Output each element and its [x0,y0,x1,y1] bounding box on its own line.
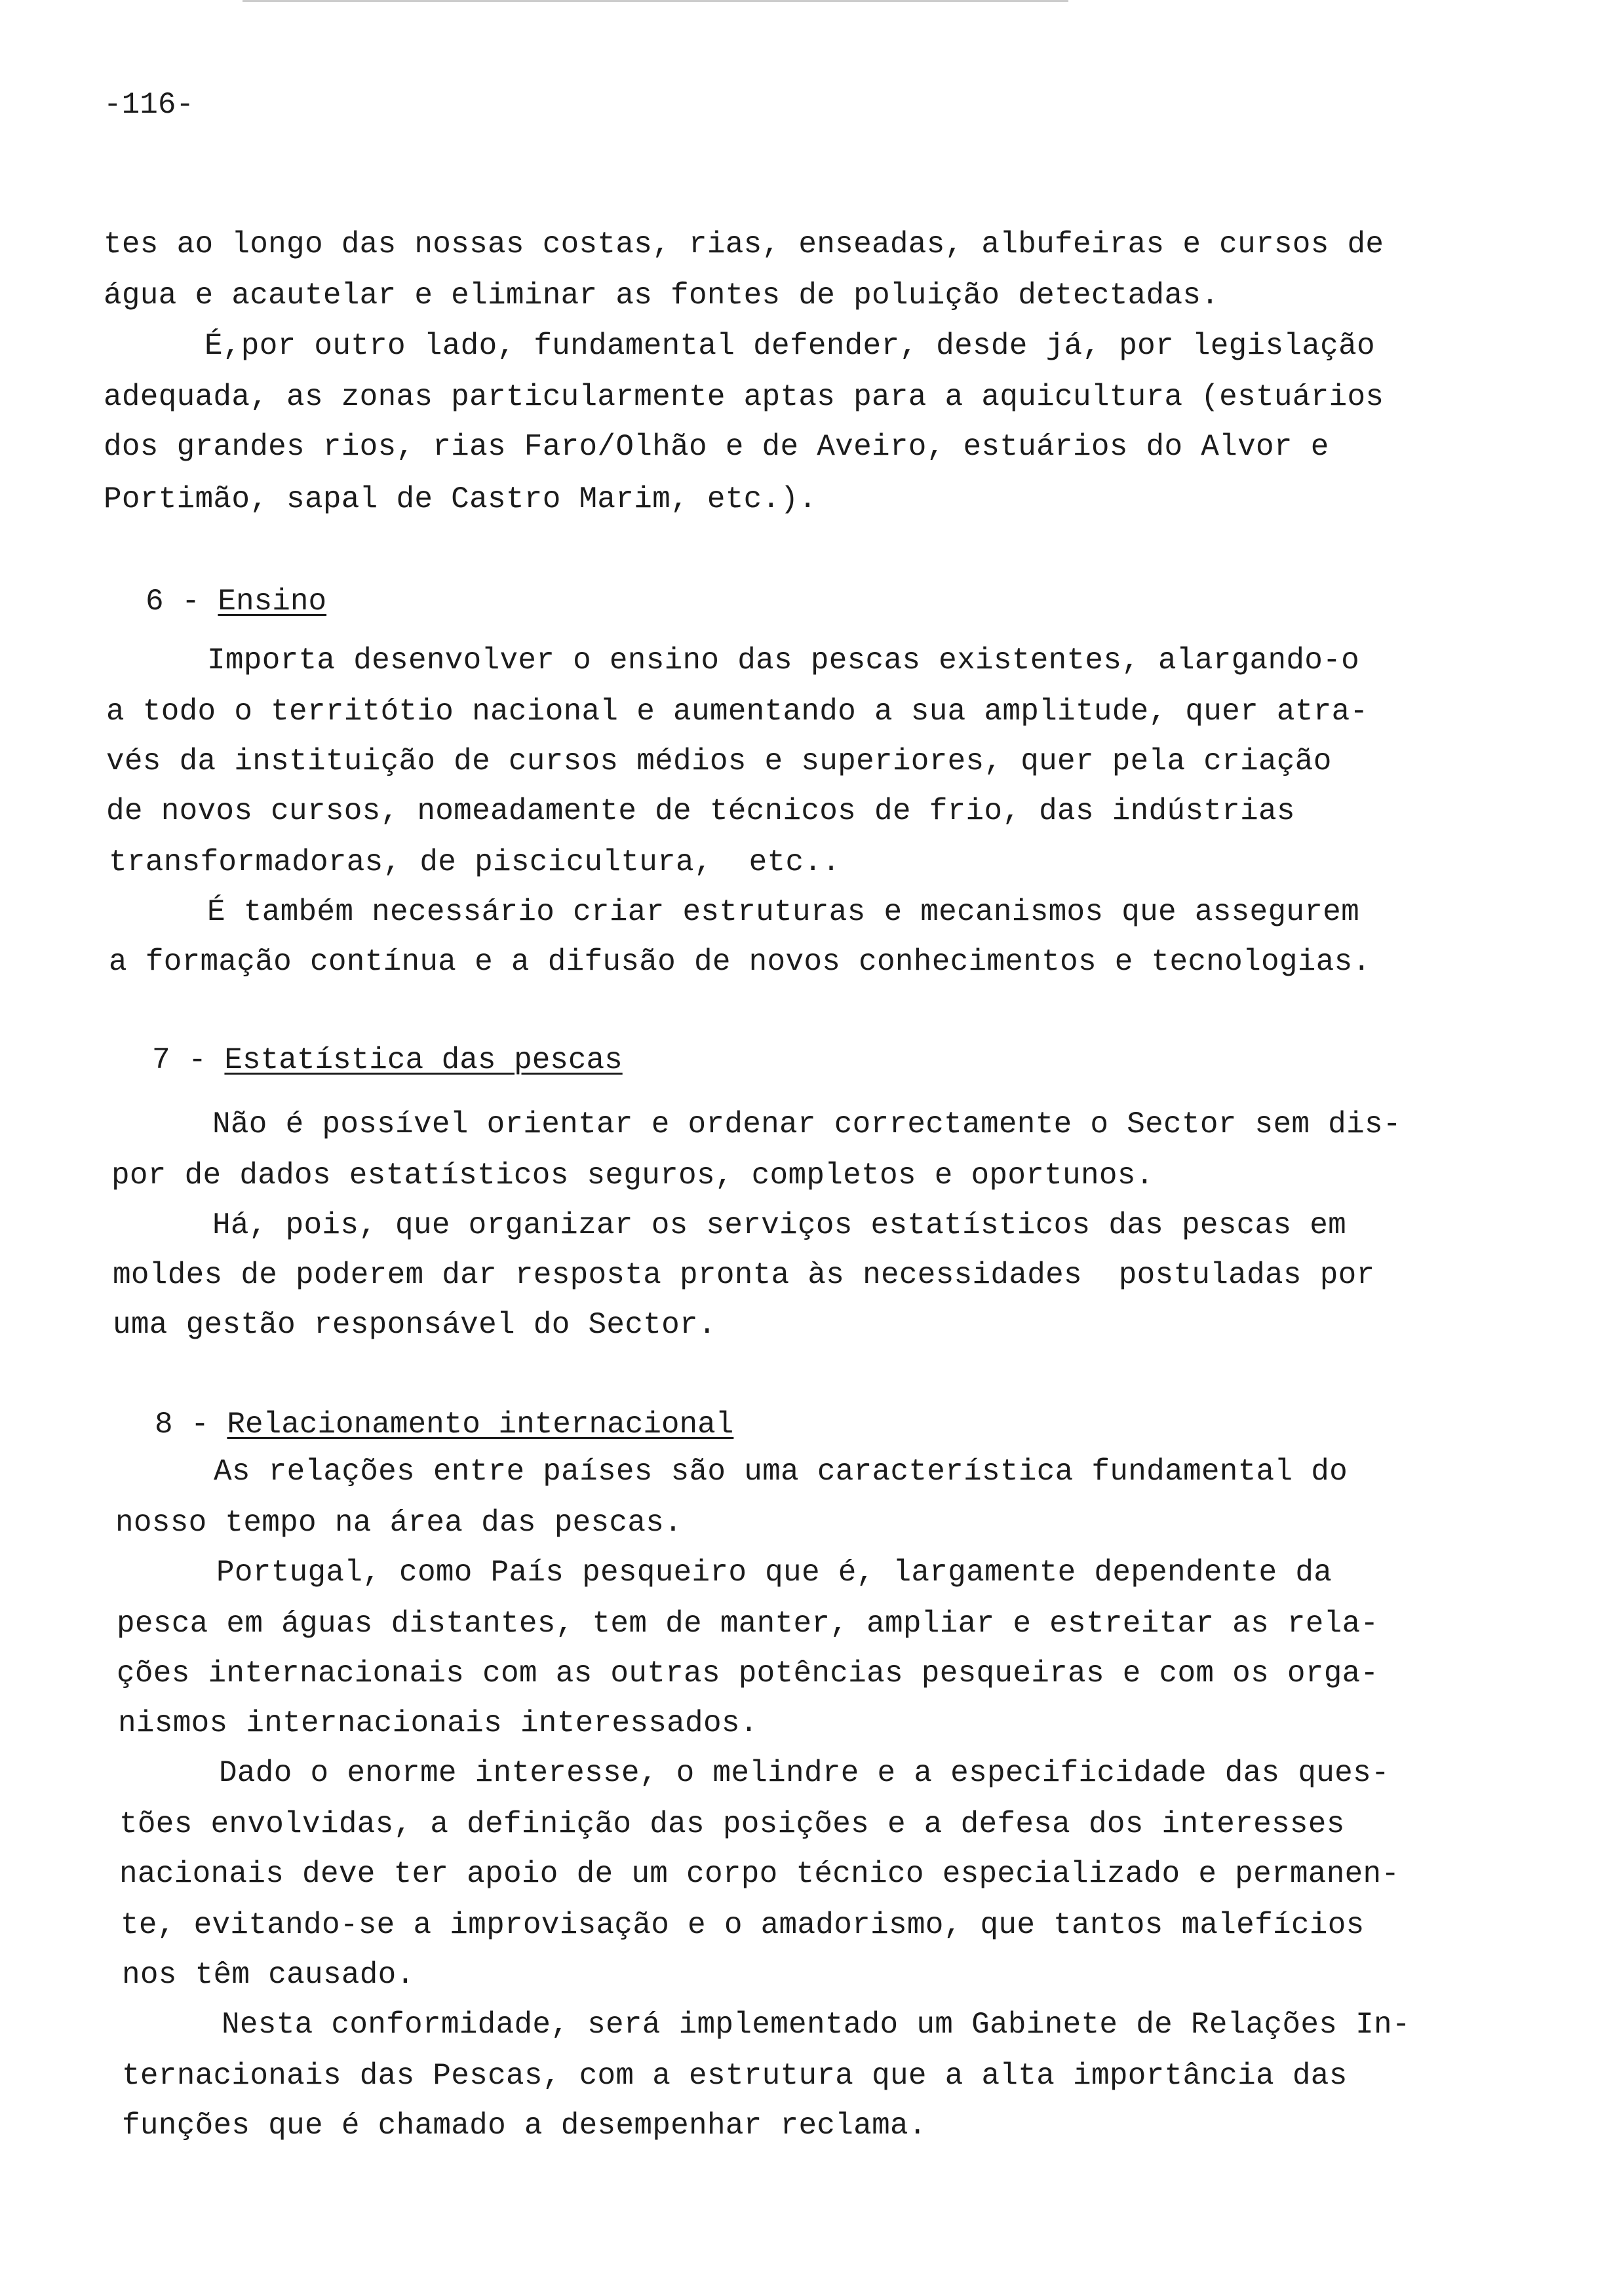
text-line: ções internacionais com as outras potências pesqueiras e com os orga- [117,1656,1379,1691]
text-line: adequada, as zonas particularmente aptas para a aquicultura (estuários [104,380,1384,414]
section-number: 8 - [155,1407,227,1442]
text-line: nacionais deve ter apoio de um corpo técnico especializado e permanen- [119,1857,1400,1891]
section-number: 6 - [146,584,218,619]
section-number: 7 - [152,1043,225,1077]
text-line: tões envolvidas, a definição das posições e a defesa dos interesses [119,1807,1345,1841]
text-line: dos grandes rios, rias Faro/Olhão e de Aveiro, estuários do Alvor e [104,430,1329,464]
section-title: Relacionamento internacional [227,1407,734,1442]
text-line: Dado o enorme interesse, o melindre e a especificidade das ques- [219,1756,1390,1790]
text-line: Importa desenvolver o ensino das pescas existentes, alargando-o [207,643,1359,678]
text-line: Não é possível orientar e ordenar correctamente o Sector sem dis- [212,1107,1401,1141]
scan-edge-line [243,0,1068,2]
text-line: pesca em águas distantes, tem de manter, ampliar e estreitar as rela- [117,1607,1379,1641]
text-line: uma gestão responsável do Sector. [113,1308,716,1342]
text-line: te, evitando-se a improvisação e o amadorismo, que tantos malefícios [121,1908,1365,1942]
section-heading-6 [146,583,326,620]
text-line: por de dados estatísticos seguros, completos e oportunos. [111,1158,1154,1193]
text-line: moldes de poderem dar resposta pronta às necessidades postuladas por [113,1258,1375,1292]
section-title: Ensino [218,584,327,619]
text-line: a todo o territótio nacional e aumentando a sua amplitude, quer atra- [106,695,1369,729]
text-line: nismos internacionais interessados. [118,1706,758,1740]
text-line: tes ao longo das nossas costas, rias, enseadas, albufeiras e cursos de [104,227,1384,261]
text-line: Nesta conformidade, será implementado um Gabinete de Relações In- [222,2008,1411,2042]
page-number: -116- [104,88,195,122]
text-line: ternacionais das Pescas, com a estrutura que a alta importância das [122,2059,1348,2093]
text-line: nosso tempo na área das pescas. [115,1506,683,1540]
text-line: funções que é chamado a desempenhar reclama. [122,2109,927,2143]
text-line: As relações entre países são uma característica fundamental do [214,1455,1348,1489]
text-line: É também necessário criar estruturas e mecanismos que assegurem [207,895,1359,929]
text-line: transformadoras, de piscicultura, etc.. [109,845,841,879]
text-line: vés da instituição de cursos médios e superiores, quer pela criação [106,744,1332,778]
text-line: água e acautelar e eliminar as fontes de poluição detectadas. [104,278,1220,313]
section-title: Estatística das pescas [224,1043,623,1077]
text-line: Portugal, como País pesqueiro que é, largamente dependente da [216,1556,1333,1590]
text-line: nos têm causado. [122,1958,415,1992]
text-line: É,por outro lado, fundamental defender, desde já, por legislação [204,329,1375,363]
section-heading-7 [152,1042,623,1079]
text-line: a formação contínua e a difusão de novos conhecimentos e tecnologias. [109,945,1371,979]
text-line: Portimão, sapal de Castro Marim, etc.). [104,482,817,516]
text-line: de novos cursos, nomeadamente de técnicos de frio, das indústrias [106,794,1295,828]
section-heading-8 [155,1406,733,1443]
text-line: Há, pois, que organizar os serviços estatísticos das pescas em [212,1208,1347,1242]
